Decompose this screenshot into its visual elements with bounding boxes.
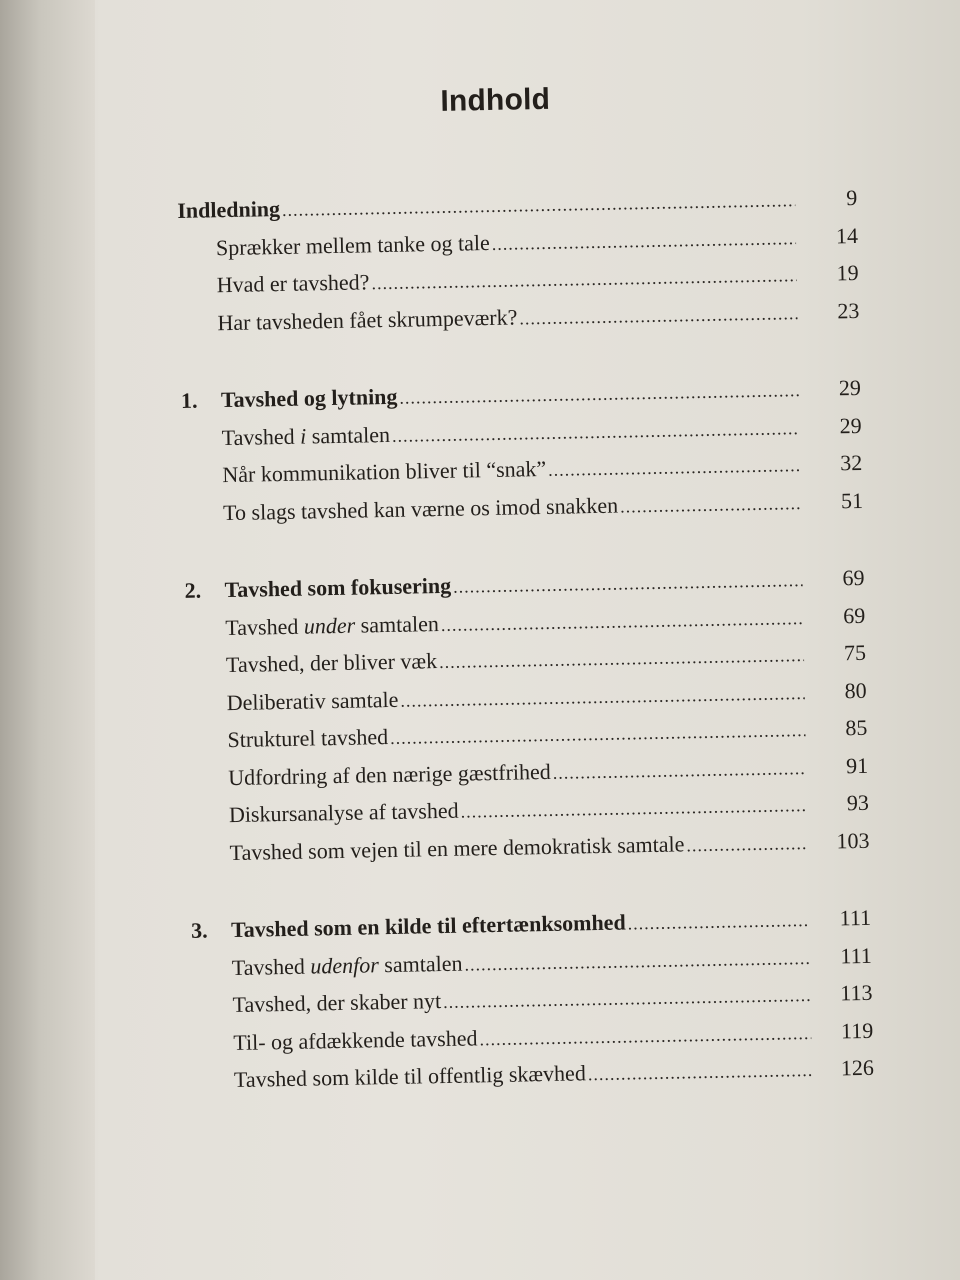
page-number: 19 — [836, 259, 859, 286]
entry-label: Tavshed som en kilde til eftertænksomhed — [230, 909, 626, 943]
entry-label: Strukturel tavshed — [227, 724, 389, 753]
dot-leader — [390, 720, 806, 749]
page-number: 111 — [839, 904, 872, 931]
entry-label: Diskursanalyse af tavshed — [228, 797, 459, 828]
dot-leader — [400, 683, 805, 712]
page-number: 69 — [842, 602, 866, 628]
page-number: 119 — [840, 1017, 874, 1043]
chapter-number: 1. — [180, 387, 198, 413]
page-number: 113 — [840, 979, 873, 1006]
dot-leader — [399, 380, 799, 409]
page-number: 23 — [837, 297, 860, 323]
entry-label: Tavshed, der skaber nyt — [232, 988, 442, 1018]
entry-label: Til- og afdækkende tavshed — [233, 1024, 478, 1055]
page-number: 29 — [838, 374, 862, 401]
entry-label: Tavshed som kilde til offentlig skævhed — [233, 1060, 587, 1093]
entry-label: Har tavsheden fået skrumpeværk? — [217, 303, 518, 335]
page-number: 126 — [840, 1054, 875, 1081]
chapter-number: 3. — [190, 917, 208, 943]
dot-leader — [282, 190, 796, 221]
dot-leader — [464, 947, 810, 975]
page-number: 93 — [846, 789, 870, 816]
page-title: Indhold — [440, 82, 551, 118]
chapter-3-section — [191, 905, 874, 1106]
dot-leader — [479, 1022, 811, 1049]
chapter-number: 2. — [184, 577, 202, 603]
page-number: 14 — [835, 222, 859, 248]
entry-label: Tavshed som vejen til en mere demokratisk samtale — [229, 830, 685, 865]
intro-section — [177, 185, 860, 348]
dot-leader — [492, 228, 797, 255]
dot-leader — [439, 645, 804, 673]
dot-leader — [441, 608, 804, 636]
dot-leader — [588, 1060, 813, 1085]
table-of-contents — [175, 77, 875, 1145]
page-number: 75 — [843, 639, 867, 666]
book-gutter — [0, 0, 95, 1280]
page-number: 80 — [844, 677, 867, 703]
page-number: 91 — [845, 752, 869, 778]
entry-label: Tavshed som fokusering — [224, 572, 452, 603]
dot-leader — [553, 758, 807, 784]
entry-label: Tavshed udenfor samtalen — [231, 950, 463, 980]
entry-label: Indledning — [177, 196, 281, 223]
entry-label: Tavshed i samtalen — [221, 421, 391, 450]
entry-label: Udfordring af den nærige gæstfrihed — [227, 758, 551, 790]
entry-label: To slags tavshed kan værne os imod snakken — [222, 492, 619, 525]
dot-leader — [548, 455, 801, 481]
dot-leader — [686, 832, 808, 855]
dot-leader — [519, 303, 797, 329]
dot-leader — [443, 985, 811, 1013]
chapter-1-section — [181, 375, 864, 538]
dot-leader — [392, 418, 800, 447]
page-number: 111 — [840, 942, 872, 968]
page-number: 51 — [840, 487, 864, 513]
page-number: 69 — [842, 564, 865, 591]
dot-leader — [628, 910, 810, 934]
dot-leader — [371, 265, 797, 294]
dot-leader — [620, 493, 801, 517]
dot-leader — [460, 795, 807, 823]
page-number: 29 — [839, 412, 862, 438]
entry-label: Sprækker mellem tanke og tale — [215, 229, 490, 260]
chapter-2-section — [184, 565, 870, 878]
entry-label: Hvad er tavshed? — [216, 269, 370, 298]
entry-label: Deliberativ samtale — [226, 686, 399, 715]
page-number: 103 — [836, 827, 870, 853]
page-number: 32 — [840, 449, 863, 476]
page-number: 9 — [845, 184, 858, 211]
entry-label: Tavshed under samtalen — [225, 610, 440, 640]
dot-leader — [453, 570, 803, 598]
entry-label: Tavshed, der bliver væk — [225, 648, 438, 678]
page-number: 85 — [845, 714, 868, 741]
entry-label: Når kommunikation bliver til “snak” — [222, 455, 547, 488]
entry-label: Tavshed og lytning — [220, 383, 398, 413]
